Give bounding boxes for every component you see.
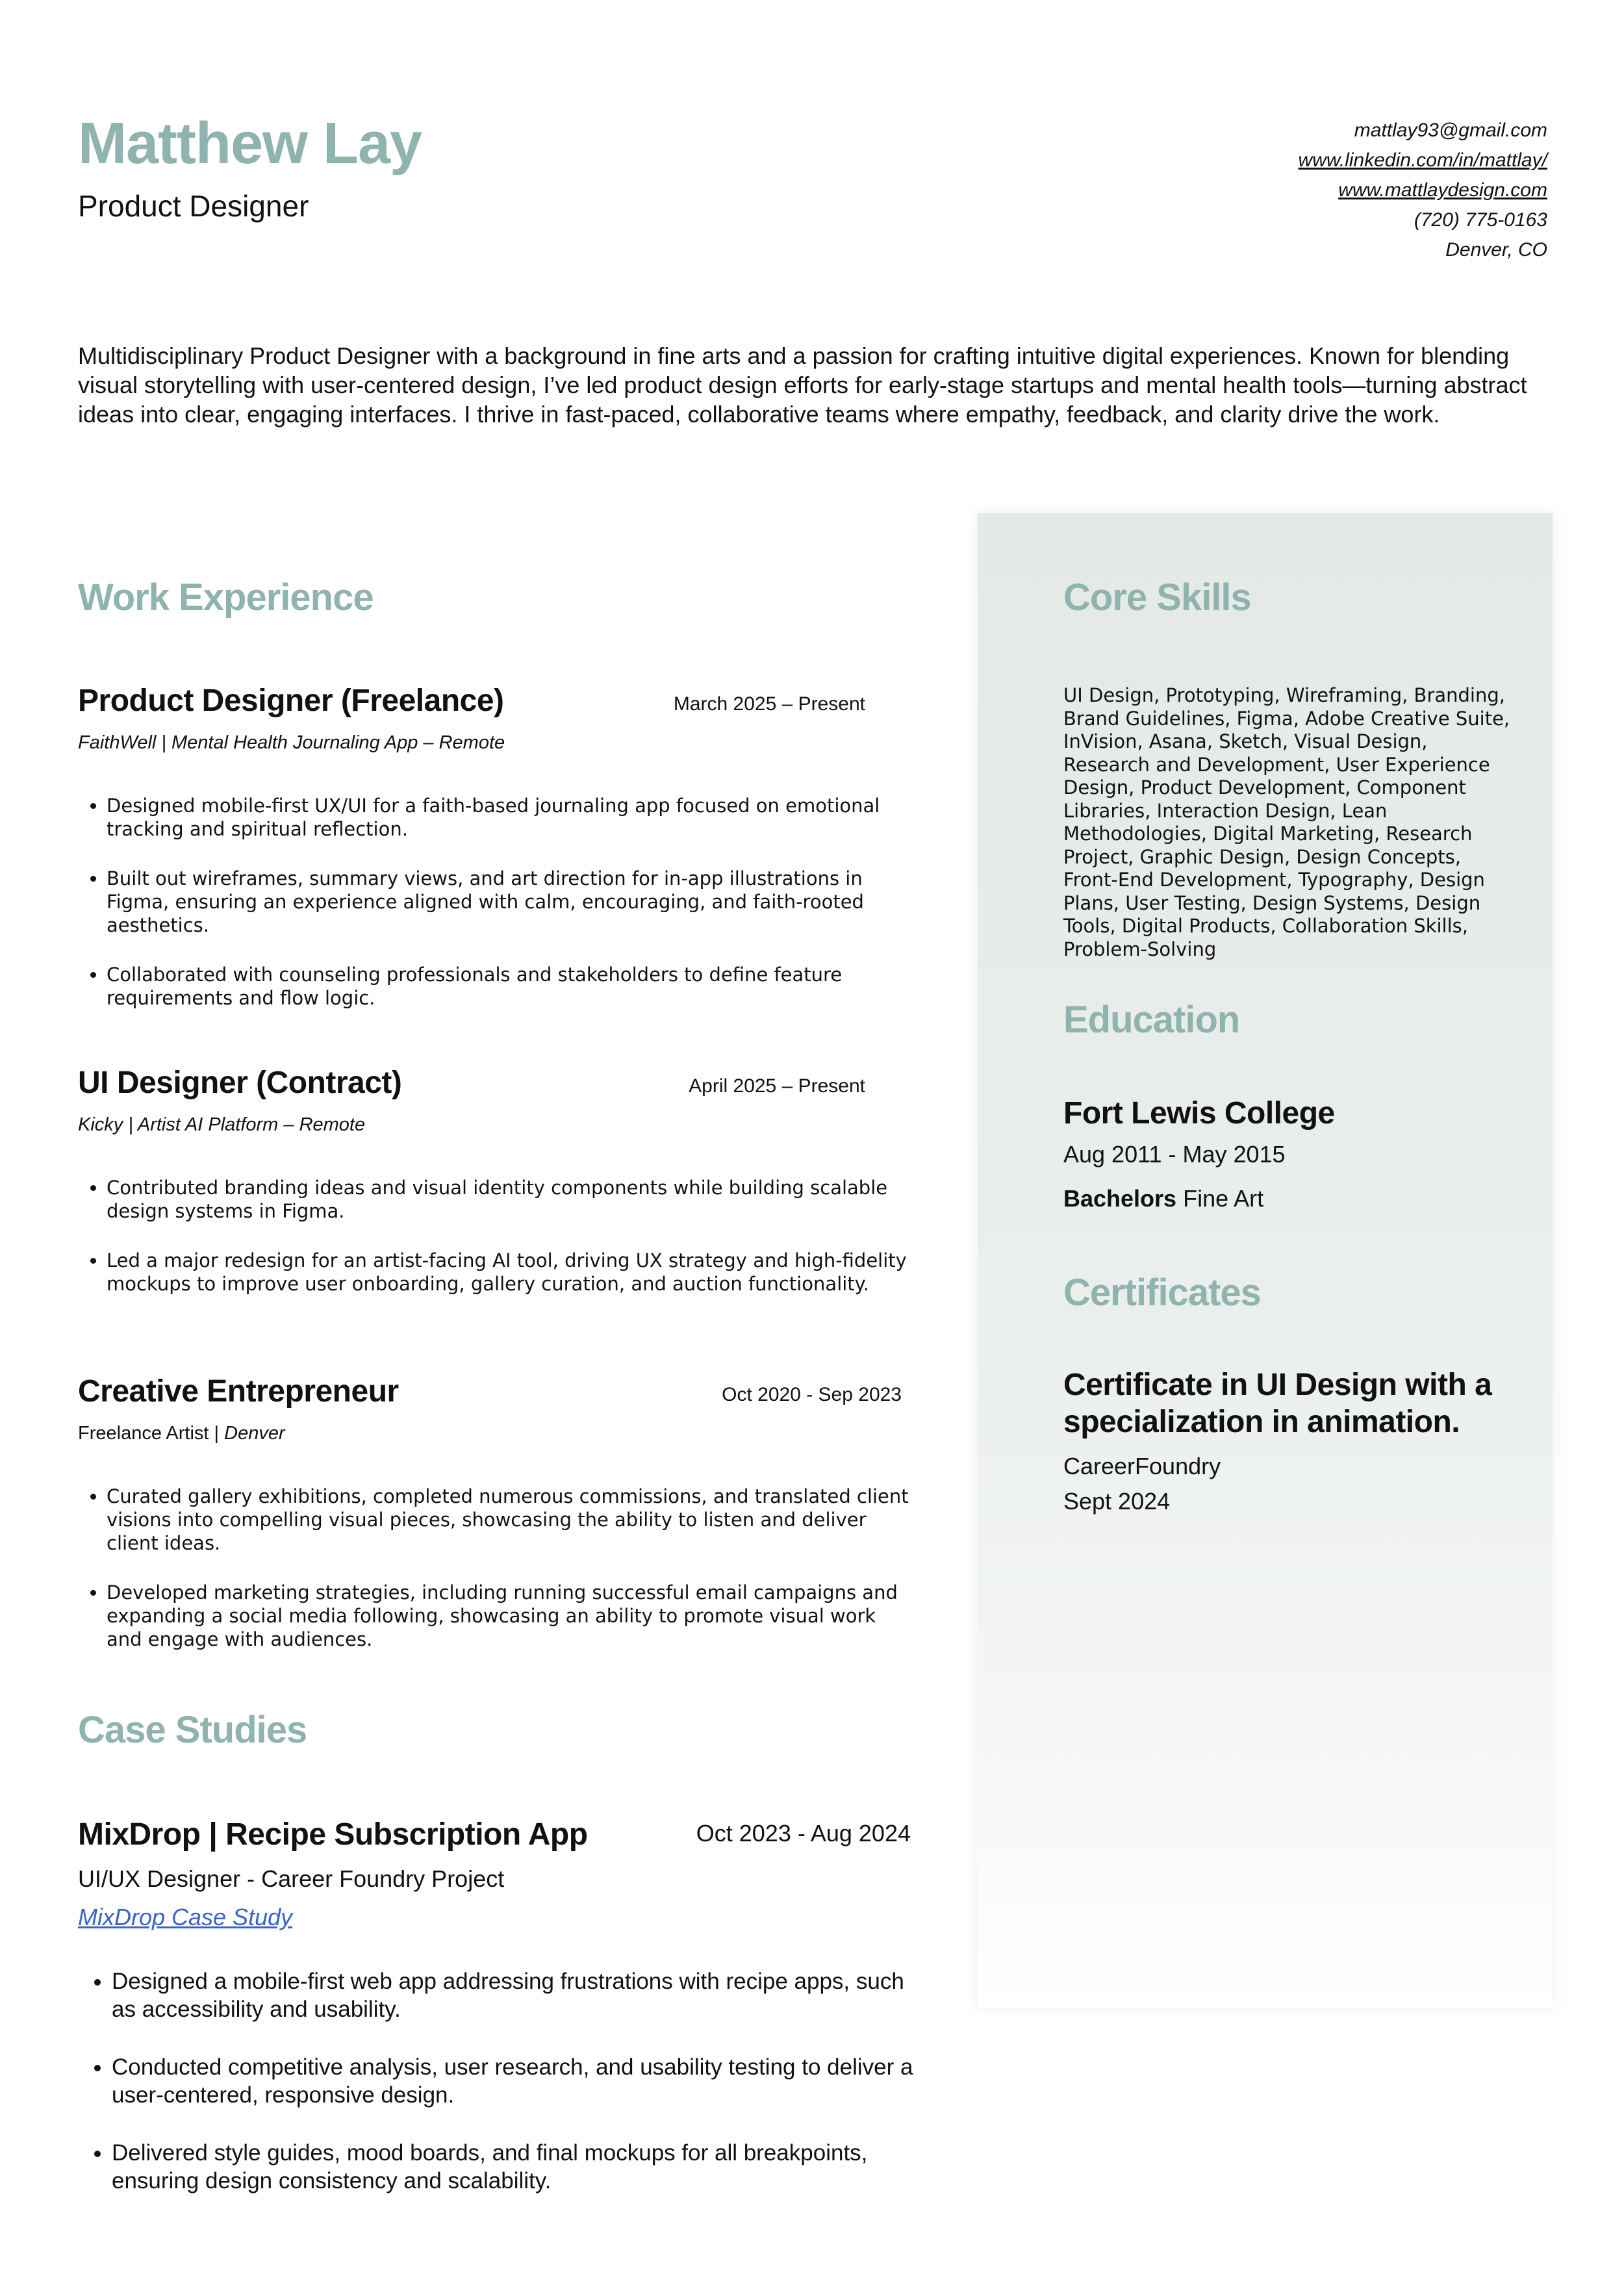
job-company	[78, 1114, 365, 1136]
list-item: • Contributed branding ideas and visual identity components while building scalable design systems in Figma.	[107, 1176, 912, 1223]
list-item: • Designed mobile-first UX/UI for a faith-based journaling app focused on emotional tracking and spiritual reflection.	[107, 794, 912, 841]
core-skills-heading: Core Skills	[1063, 576, 1251, 619]
job-bullets	[78, 794, 912, 1036]
job-company-text: Kicky | Artist AI Platform – Remote	[78, 1114, 366, 1135]
list-item: • Curated gallery exhibitions, completed numerous commissions, and translated client visions into compelling visual pieces, showcasing the ability to listen and deliver client ideas.	[107, 1485, 912, 1555]
summary-paragraph: Multidisciplinary Product Designer with a background in fine arts and a passion for crafting intuitive digital experiences. Known for blending visual storytelling with user-centered design, I’ve led product design efforts for early-stage startups and mental health tools—turning abstract ideas into clear, engaging interfaces. I thrive in fast-paced, collaborative teams where empathy, feedback, and clarity drive the work.	[78, 342, 1527, 428]
job-dates: April 2025 – Present	[689, 1075, 865, 1097]
job-company	[78, 732, 505, 754]
case-study-bullets	[78, 1967, 924, 2225]
phone-number: (720) 775-0163	[1414, 209, 1547, 231]
job-title: Creative Entrepreneur	[78, 1374, 399, 1409]
list-item: • Designed a mobile-first web app addressing frustrations with recipe apps, such as accessibility and usability.	[112, 1967, 924, 2023]
degree-type: Bachelors	[1063, 1185, 1177, 1212]
list-item: • Collaborated with counseling professionals and stakeholders to define feature requirements and flow logic.	[107, 963, 912, 1010]
certificates-heading: Certificates	[1063, 1272, 1261, 1314]
location: Denver, CO	[1445, 239, 1547, 261]
case-studies-heading: Case Studies	[78, 1709, 307, 1751]
job-company-text: Freelance Artist |	[78, 1423, 225, 1444]
list-item: • Developed marketing strategies, including running successful email campaigns and expanding a social media following, showcasing an ability to promote visual work and engage with audiences.	[107, 1581, 912, 1651]
certificate-title: Certificate in UI Design with a specialization in animation.	[1063, 1368, 1492, 1439]
list-item: • Delivered style guides, mood boards, and final mockups for all breakpoints, ensuring design consistency and scalability.	[112, 2139, 924, 2195]
contact-block	[1299, 116, 1547, 265]
job-bullets	[78, 1176, 912, 1322]
candidate-name: Matthew Lay	[78, 111, 422, 176]
work-experience-heading: Work Experience	[78, 576, 374, 619]
education-heading: Education	[1063, 999, 1240, 1041]
list-item: • Conducted competitive analysis, user research, and usability testing to deliver a user-centered, responsive design.	[112, 2053, 924, 2109]
job-company	[78, 1422, 285, 1445]
case-study-link[interactable]: MixDrop Case Study	[78, 1904, 293, 1930]
website-link[interactable]: www.mattlaydesign.com	[1338, 179, 1547, 201]
job-location: Denver	[224, 1423, 285, 1444]
job-bullets	[78, 1485, 912, 1677]
case-study-role: UI/UX Designer - Career Foundry Project	[78, 1865, 505, 1892]
list-item: • Built out wireframes, summary views, and art direction for in-app illustrations in Figma, ensuring an experience aligned with calm, encouraging, and faith-rooted aesthetics.	[107, 867, 912, 937]
education-school: Fort Lewis College	[1063, 1096, 1335, 1131]
email-link[interactable]: mattlay93@gmail.com	[1354, 120, 1547, 141]
case-study-dates: Oct 2023 - Aug 2024	[696, 1820, 911, 1847]
education-dates: Aug 2011 - May 2015	[1063, 1141, 1286, 1168]
job-company-text: FaithWell | Mental Health Journaling App – Remote	[78, 732, 505, 753]
list-item: • Led a major redesign for an artist-facing AI tool, driving UX strategy and high-fidelity mockups to improve user onboarding, gallery curation, and auction functionality.	[107, 1249, 912, 1296]
job-title: UI Designer (Contract)	[78, 1066, 402, 1100]
certificate-date: Sept 2024	[1063, 1488, 1171, 1515]
job-title: Product Designer (Freelance)	[78, 684, 504, 718]
linkedin-link[interactable]: www.linkedin.com/in/mattlay/	[1298, 149, 1547, 171]
education-degree	[1063, 1184, 1263, 1212]
job-dates: March 2025 – Present	[673, 693, 865, 715]
job-dates: Oct 2020 - Sep 2023	[722, 1384, 902, 1405]
skills-list: UI Design, Prototyping, Wireframing, Branding, Brand Guidelines, Figma, Adobe Creative Suite, InVision, Asana, Sketch, Visual Design, Research and Development, User Experience Design, Product Development, Component Libraries, Interaction Design, Lean Methodologies, Digital Marketing, Research Project, Graphic Design, Design Concepts, Front-End Development, Typography, Design Plans, User Testing, Design Systems, Design Tools, Digital Products, Collaboration Skills, Problem-Solving	[1063, 684, 1510, 960]
degree-field: Fine Art	[1183, 1185, 1264, 1212]
candidate-title: Product Designer	[78, 189, 309, 223]
certificate-issuer: CareerFoundry	[1063, 1453, 1221, 1479]
case-study-title: MixDrop | Recipe Subscription App	[78, 1817, 588, 1852]
